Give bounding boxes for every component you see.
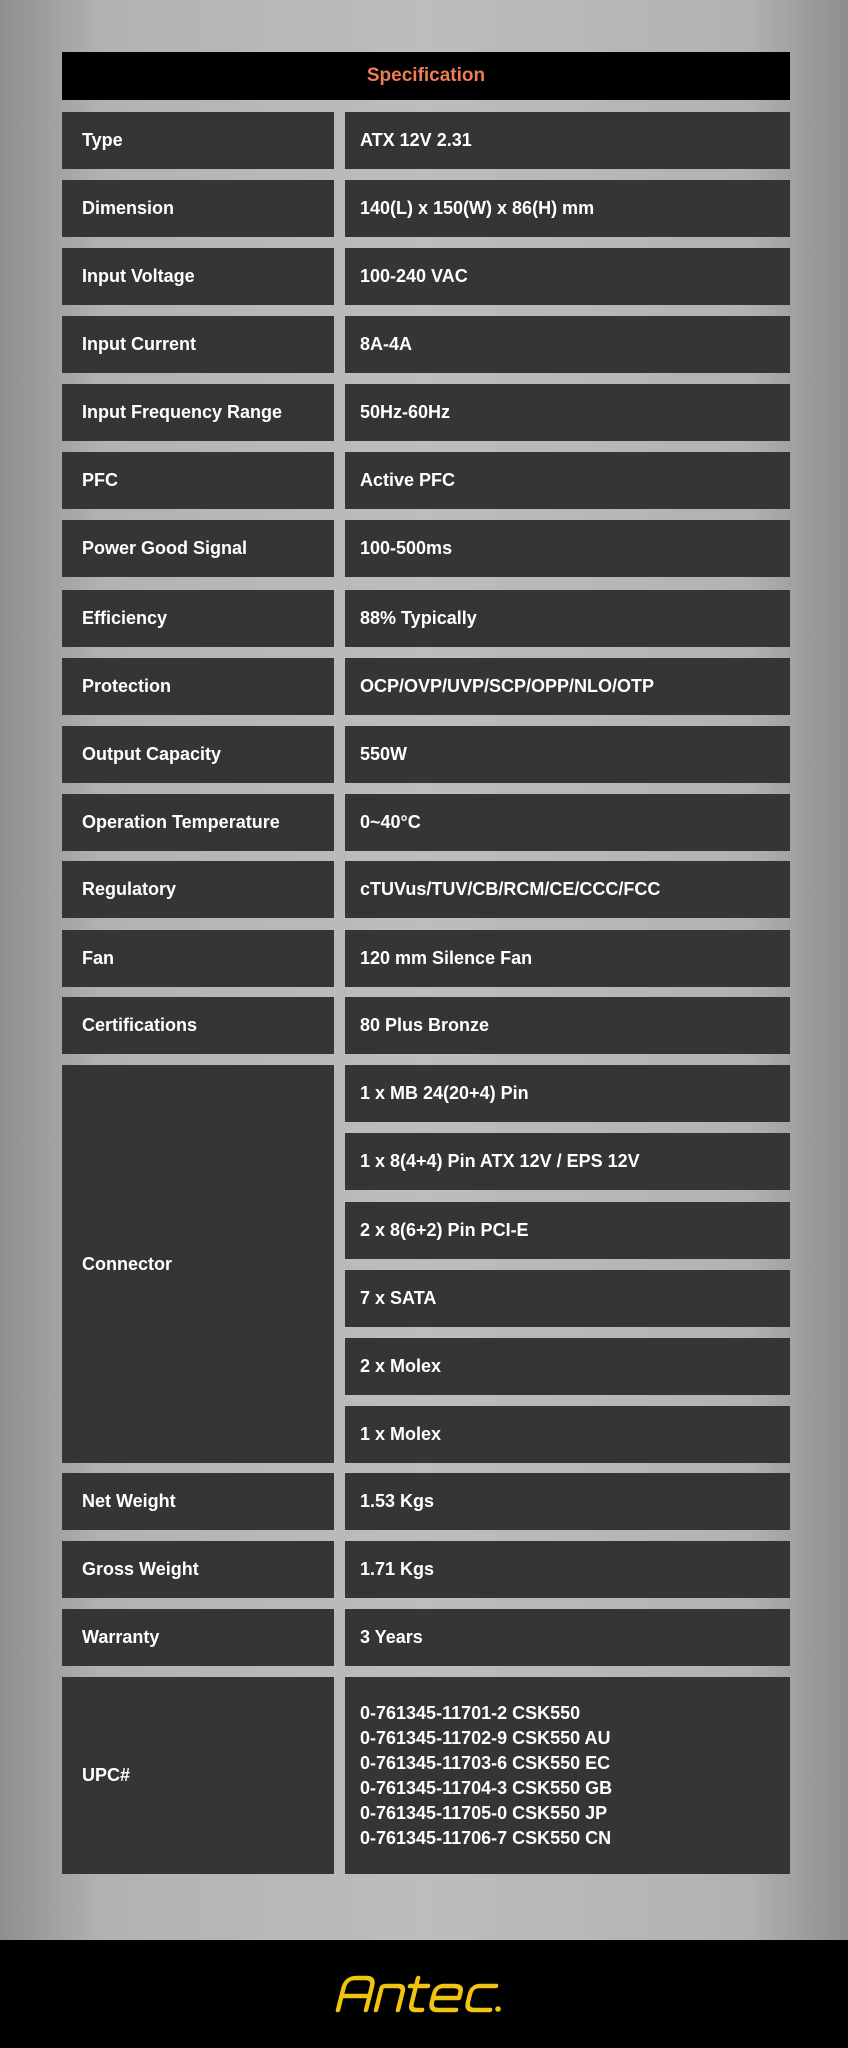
spec-label: Certifications (62, 997, 334, 1054)
spec-label: Fan (62, 930, 334, 987)
upc-label: UPC# (62, 1677, 334, 1874)
spec-value: 140(L) x 150(W) x 86(H) mm (345, 180, 790, 237)
antec-logo-mark (330, 1970, 520, 2018)
antec-logo (330, 1970, 520, 2023)
spec-label: Net Weight (62, 1473, 334, 1530)
spec-header (62, 52, 790, 100)
spec-value: ATX 12V 2.31 (345, 112, 790, 169)
spec-label: Protection (62, 658, 334, 715)
spec-value: 100-500ms (345, 520, 790, 577)
connector-value: 2 x Molex (345, 1338, 790, 1395)
spec-value: 1.71 Kgs (345, 1541, 790, 1598)
spec-value: Active PFC (345, 452, 790, 509)
spec-label: Gross Weight (62, 1541, 334, 1598)
spec-value: 550W (345, 726, 790, 783)
spec-value: 100-240 VAC (345, 248, 790, 305)
spec-value: 88% Typically (345, 590, 790, 647)
spec-value: 80 Plus Bronze (345, 997, 790, 1054)
upc-code: 0-761345-11701-2 CSK550 (360, 1702, 581, 1723)
upc-code: 0-761345-11705-0 CSK550 JP (360, 1802, 608, 1823)
spec-label: Efficiency (62, 590, 334, 647)
connector-value: 1 x 8(4+4) Pin ATX 12V / EPS 12V (345, 1133, 790, 1190)
spec-label: Power Good Signal (62, 520, 334, 577)
spec-label: Input Frequency Range (62, 384, 334, 441)
upc-value-list (345, 1677, 790, 1874)
spec-label: Type (62, 112, 334, 169)
connector-value: 1 x Molex (345, 1406, 790, 1463)
spec-value: 3 Years (345, 1609, 790, 1666)
spec-value: cTUVus/TUV/CB/RCM/CE/CCC/FCC (345, 861, 790, 918)
upc-code: 0-761345-11704-3 CSK550 GB (360, 1777, 613, 1798)
spec-label: Dimension (62, 180, 334, 237)
footer-bar (0, 1940, 848, 2048)
spec-title: Specification (366, 65, 486, 86)
spec-label: Input Current (62, 316, 334, 373)
spec-label: Regulatory (62, 861, 334, 918)
connector-value: 7 x SATA (345, 1270, 790, 1327)
connector-value: 2 x 8(6+2) Pin PCI-E (345, 1202, 790, 1259)
connector-value: 1 x MB 24(20+4) Pin (345, 1065, 790, 1122)
connector-label: Connector (62, 1065, 334, 1463)
spec-label: PFC (62, 452, 334, 509)
upc-code: 0-761345-11703-6 CSK550 EC (360, 1752, 611, 1773)
spec-label: Input Voltage (62, 248, 334, 305)
spec-value: 1.53 Kgs (345, 1473, 790, 1530)
upc-code: 0-761345-11702-9 CSK550 AU (360, 1727, 611, 1748)
spec-value: 0~40°C (345, 794, 790, 851)
spec-value: 120 mm Silence Fan (345, 930, 790, 987)
spec-label: Warranty (62, 1609, 334, 1666)
spec-label: Operation Temperature (62, 794, 334, 851)
upc-code: 0-761345-11706-7 CSK550 CN (360, 1827, 612, 1848)
spec-value: 8A-4A (345, 316, 790, 373)
spec-value: 50Hz-60Hz (345, 384, 790, 441)
spec-value: OCP/OVP/UVP/SCP/OPP/NLO/OTP (345, 658, 790, 715)
spec-label: Output Capacity (62, 726, 334, 783)
